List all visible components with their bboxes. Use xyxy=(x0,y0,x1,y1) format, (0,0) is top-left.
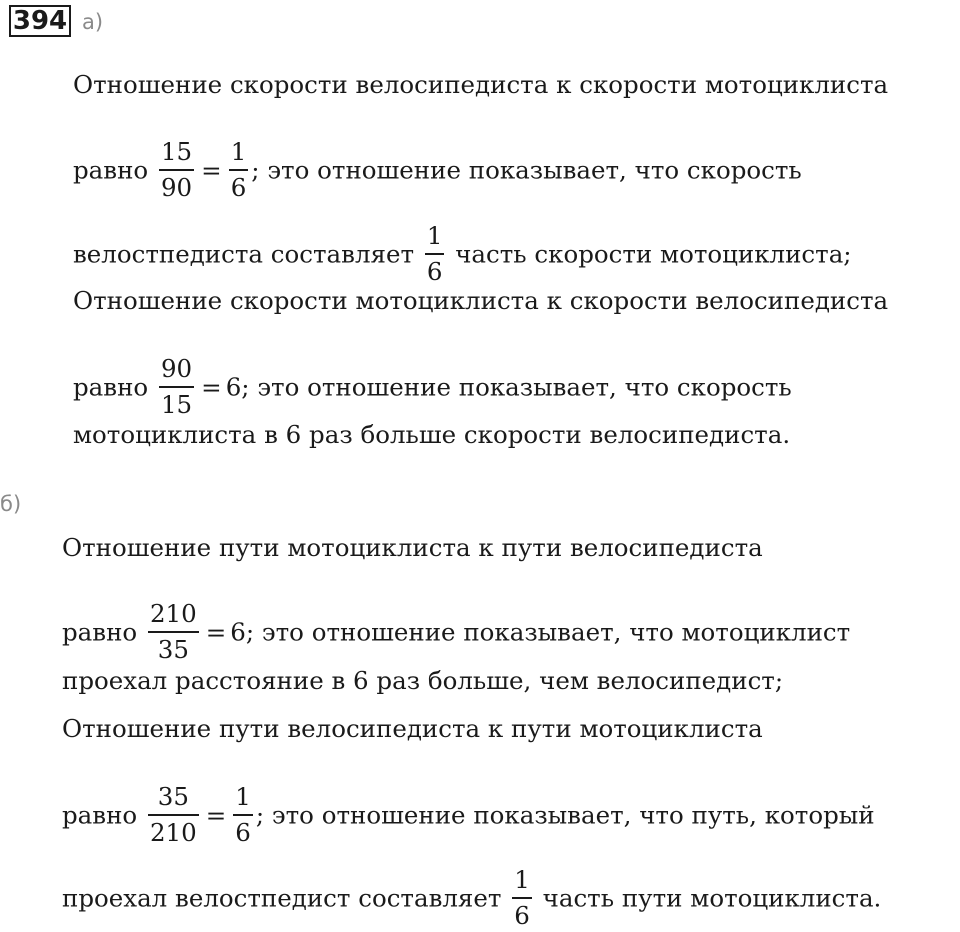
part-b-line-3: проехал расстояние в 6 раз больше, чем велосипедист; xyxy=(62,666,784,695)
equals-sign: = xyxy=(205,617,227,647)
denominator: 15 xyxy=(160,390,193,419)
part-b-line-2 xyxy=(62,599,851,664)
fraction-1-6 xyxy=(229,138,249,202)
numerator: 90 xyxy=(159,355,194,388)
fraction-1-6 xyxy=(512,866,532,930)
text: равно xyxy=(73,155,149,185)
fraction-210-35 xyxy=(148,600,199,664)
numerator: 1 xyxy=(512,866,532,899)
problem-number: 394 xyxy=(9,5,71,37)
text: ; это отношение показывает, что скорость xyxy=(251,155,802,185)
part-a-line-4: Отношение скорости мотоциклиста к скорости велосипедиста xyxy=(73,286,889,315)
part-a-line-5 xyxy=(73,354,792,419)
part-a-line-3 xyxy=(73,221,852,286)
equals-sign: = xyxy=(205,800,227,830)
denominator: 6 xyxy=(426,257,443,286)
text: равно xyxy=(62,617,138,647)
part-b-line-1: Отношение пути мотоциклиста к пути велосипедиста xyxy=(62,533,763,562)
equals-sign: = xyxy=(201,372,222,402)
part-a-line-1: Отношение скорости велосипедиста к скорости мотоциклиста xyxy=(73,70,889,99)
denominator: 35 xyxy=(157,635,189,664)
text: равно xyxy=(73,372,149,402)
part-b-line-4: Отношение пути велосипедиста к пути мотоциклиста xyxy=(62,714,763,743)
fraction-1-6 xyxy=(233,783,253,847)
part-a-line-6: мотоциклиста в 6 раз больше скорости велосипедиста. xyxy=(73,420,791,449)
numerator: 15 xyxy=(159,138,194,171)
fraction-1-6 xyxy=(425,222,445,286)
numerator: 1 xyxy=(425,222,445,255)
part-b-label: б) xyxy=(0,492,22,516)
part-a-label: а) xyxy=(82,10,104,34)
text: ; это отношение показывает, что путь, который xyxy=(255,800,875,830)
numerator: 1 xyxy=(233,783,253,816)
text: 6; это отношение показывает, что мотоциклист xyxy=(230,617,851,647)
text: проехал велостпедист составляет xyxy=(62,883,502,913)
numerator: 1 xyxy=(229,138,249,171)
text: часть скорости мотоциклиста; xyxy=(455,239,852,269)
fraction-90-15 xyxy=(159,355,194,419)
part-a-line-2 xyxy=(73,137,802,202)
numerator: 35 xyxy=(148,783,199,816)
denominator: 90 xyxy=(160,173,193,202)
text: часть пути мотоциклиста. xyxy=(542,883,882,913)
denominator: 6 xyxy=(235,818,251,847)
text: велостпедиста составляет xyxy=(73,239,415,269)
part-b-line-6 xyxy=(62,865,882,930)
fraction-15-90 xyxy=(159,138,194,202)
numerator: 210 xyxy=(148,600,199,633)
denominator: 6 xyxy=(514,901,530,930)
part-b-line-5 xyxy=(62,782,875,847)
denominator: 6 xyxy=(230,173,247,202)
denominator: 210 xyxy=(149,818,197,847)
fraction-35-210 xyxy=(148,783,199,847)
equals-sign: = xyxy=(201,155,222,185)
text: равно xyxy=(62,800,138,830)
text: 6; это отношение показывает, что скорость xyxy=(225,372,792,402)
